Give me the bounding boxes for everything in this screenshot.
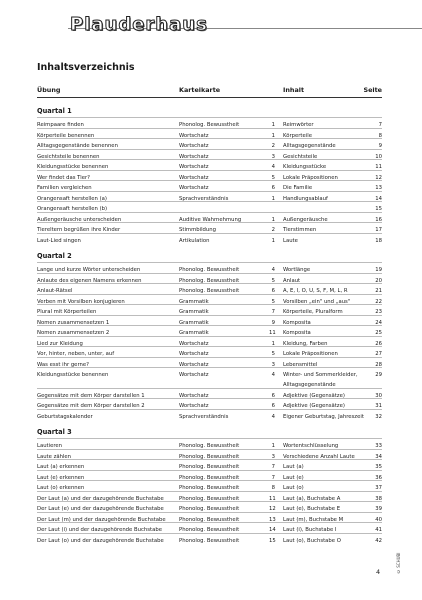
row-inhalt: Handlungsablauf <box>283 195 328 202</box>
row-uebung: Außengeräusche unterscheiden <box>37 216 122 223</box>
row-karteikarte: Wortschatz <box>179 153 209 160</box>
toc-row <box>37 336 382 347</box>
row-karte-nr: 4 <box>271 413 275 420</box>
row-uebung: Verben mit Vorsilben konjugieren <box>37 298 125 305</box>
row-karteikarte: Phonolog. Bewusstheit <box>179 495 240 502</box>
row-seite: 40 <box>375 516 382 523</box>
toc-row <box>37 304 382 315</box>
row-inhalt: Tierstimmen <box>283 227 317 233</box>
row-inhalt: Lokale Präpositionen <box>283 174 338 181</box>
row-karte-nr: 12 <box>269 506 276 512</box>
row-karte-nr: 15 <box>269 537 276 544</box>
row-seite: 9 <box>378 143 382 149</box>
row-inhalt: Lokale Präpositionen <box>283 351 338 357</box>
row-seite: 32 <box>375 413 382 420</box>
row-inhalt: Lebensmittel <box>283 361 318 368</box>
row-karte-nr: 1 <box>271 195 275 202</box>
row-karteikarte: Phonolog. Bewusstheit <box>179 453 240 460</box>
row-karte-nr: 6 <box>271 288 275 294</box>
row-karte-nr: 3 <box>271 361 275 368</box>
toc-row <box>37 449 382 460</box>
row-karte-nr: 3 <box>271 453 275 460</box>
col-inhalt: Inhalt <box>283 86 305 94</box>
row-inhalt: Adjektive (Gegensätze) <box>283 403 345 409</box>
toc-row <box>37 501 382 512</box>
row-seite: 26 <box>375 340 382 347</box>
section-title: Quartal 2 <box>37 252 72 260</box>
toc-row <box>37 159 382 170</box>
toc-row <box>37 480 382 491</box>
toc-row <box>37 283 382 294</box>
row-uebung: Laut (o) erkennen <box>37 485 85 491</box>
row-uebung: Der Laut (m) und der dazugehörende Buchstabe <box>37 516 166 523</box>
row-seite: 24 <box>375 319 382 326</box>
toc-row <box>37 522 382 533</box>
row-karte-nr: 4 <box>271 372 275 378</box>
row-karteikarte: Phonolog. Bewusstheit <box>179 474 240 481</box>
row-uebung: Laut-Lied singen <box>37 237 81 244</box>
toc-row <box>37 512 382 523</box>
row-inhalt: Laut (o), Buchstabe O <box>283 537 341 544</box>
row-inhalt: Vorsilben „ein" und „aus" <box>283 298 351 305</box>
section <box>37 249 382 419</box>
toc-row <box>37 459 382 470</box>
row-seite: 22 <box>375 298 382 305</box>
row-karte-nr: 11 <box>269 330 276 336</box>
toc-row <box>37 346 382 357</box>
row-karte-nr: 4 <box>271 267 275 273</box>
row-karteikarte: Grammatik <box>179 330 209 336</box>
section-title: Quartal 3 <box>37 428 72 436</box>
col-karteikarte: Karteikarte <box>179 86 221 94</box>
toc-row <box>37 170 382 181</box>
row-inhalt: Anlaut <box>283 277 301 284</box>
toc-row <box>37 262 382 273</box>
row-seite: 29 <box>375 372 382 378</box>
row-uebung: Vor, hinter, neben, unter, auf <box>37 351 115 357</box>
toc-row <box>37 222 382 233</box>
toc-row <box>37 128 382 139</box>
row-karte-nr: 9 <box>271 319 275 326</box>
row-uebung: Orangensaft herstellen (b) <box>37 206 108 212</box>
row-inhalt: Laut (i), Buchstabe I <box>283 527 337 533</box>
row-karte-nr: 6 <box>271 392 275 399</box>
sections <box>37 104 382 543</box>
row-seite: 30 <box>375 392 382 399</box>
row-seite: 41 <box>375 527 382 533</box>
row-seite: 38 <box>375 495 382 502</box>
row-karteikarte: Wortschatz <box>179 392 209 399</box>
row-inhalt: Körperteile <box>283 132 312 139</box>
row-uebung: Geburtstagskalender <box>37 413 93 420</box>
toc-row <box>37 294 382 305</box>
row-inhalt: Alltagsgegenstände <box>283 143 336 149</box>
logo-text: Plauderhaus <box>70 14 208 35</box>
row-karte-nr: 4 <box>271 164 275 170</box>
row-inhalt: Laut (o) <box>283 485 304 491</box>
row-uebung: Nomen zusammensetzen 1 <box>37 319 110 326</box>
toc-row <box>37 201 382 212</box>
column-headers <box>37 84 382 97</box>
row-karteikarte: Phonolog. Bewusstheit <box>179 288 240 294</box>
toc-row <box>37 367 382 388</box>
row-inhalt: Laut (m), Buchstabe M <box>283 516 344 523</box>
row-karteikarte: Wortschatz <box>179 164 209 170</box>
row-inhalt: Reimwörter <box>283 122 314 128</box>
row-karte-nr: 8 <box>271 485 275 491</box>
row-seite: 28 <box>375 361 382 368</box>
col-seite: Seite <box>363 86 382 94</box>
row-inhalt: Wortentschlüsselung <box>283 443 339 449</box>
row-karteikarte: Phonolog. Bewusstheit <box>179 267 240 273</box>
row-uebung: Tiereltern begrüßen ihre Kinder <box>37 227 121 233</box>
row-uebung: Wer findet das Tier? <box>37 174 90 181</box>
toc-row <box>37 180 382 191</box>
page-header <box>0 0 422 50</box>
row-karteikarte: Wortschatz <box>179 185 209 191</box>
row-seite: 8 <box>378 132 382 139</box>
row-karteikarte: Grammatik <box>179 309 209 315</box>
toc <box>37 62 382 543</box>
row-inhalt: Körperteile, Pluralform <box>283 309 343 315</box>
row-karte-nr: 7 <box>271 474 275 481</box>
row-uebung: Gegensätze mit dem Körper darstellen 1 <box>37 392 145 399</box>
row-uebung: Kleidungsstücke benennen <box>37 164 109 170</box>
row-karte-nr: 1 <box>271 216 275 223</box>
row-karteikarte: Wortschatz <box>179 143 209 149</box>
row-seite: 23 <box>375 309 382 315</box>
row-karteikarte: Auditive Wahrnehmung <box>179 216 242 223</box>
row-inhalt: Außengeräusche <box>283 216 328 223</box>
row-uebung: Laut (e) erkennen <box>37 474 85 481</box>
copyright: © SCHUBI <box>396 552 401 574</box>
row-karte-nr: 2 <box>271 227 275 233</box>
row-uebung: Anlaute des eigenen Namens erkennen <box>37 277 142 284</box>
row-uebung: Plural mit Körperteilen <box>37 309 97 315</box>
row-seite: 34 <box>375 453 382 460</box>
row-karteikarte: Wortschatz <box>179 351 209 357</box>
row-karte-nr: 5 <box>271 351 275 357</box>
row-inhalt: Kleidung, Farben <box>283 340 328 347</box>
row-inhalt: Wortlänge <box>283 267 311 273</box>
toc-row <box>37 325 382 336</box>
row-karte-nr: 13 <box>269 516 276 523</box>
row-karteikarte: Phonolog. Bewusstheit <box>179 443 240 449</box>
row-seite: 10 <box>375 153 382 160</box>
row-uebung: Nomen zusammensetzen 2 <box>37 330 110 336</box>
row-karte-nr: 1 <box>271 237 275 244</box>
row-seite: 14 <box>375 195 382 202</box>
row-seite: 11 <box>375 164 382 170</box>
row-seite: 42 <box>375 537 382 544</box>
row-karteikarte: Wortschatz <box>179 372 209 378</box>
row-karte-nr: 1 <box>271 340 275 347</box>
row-seite: 20 <box>375 277 382 284</box>
row-inhalt: Komposita <box>283 319 311 326</box>
row-karte-nr: 3 <box>271 153 275 160</box>
row-karteikarte: Phonolog. Bewusstheit <box>179 122 240 128</box>
row-uebung: Laut (a) erkennen <box>37 464 85 470</box>
row-seite: 19 <box>375 267 382 273</box>
row-inhalt: Winter- und Sommerkleider, Alltagsgegenstände <box>283 372 358 388</box>
row-inhalt: Laut (a) <box>283 464 304 470</box>
row-karteikarte: Wortschatz <box>179 361 209 368</box>
row-uebung: Der Laut (o) und der dazugehörende Buchstabe <box>37 537 164 544</box>
header-divider <box>37 97 382 98</box>
row-karteikarte: Phonolog. Bewusstheit <box>179 506 240 512</box>
page-number: 4 <box>376 568 381 576</box>
row-seite: 18 <box>375 237 382 244</box>
row-inhalt: Laut (e), Buchstabe E <box>283 506 341 512</box>
row-seite: 21 <box>375 288 382 294</box>
row-karte-nr: 6 <box>271 185 275 191</box>
row-uebung: Lange und kurze Wörter unterscheiden <box>37 267 141 273</box>
row-inhalt: Adjektive (Gegensätze) <box>283 392 345 399</box>
row-uebung: Der Laut (e) und der dazugehörende Buchstabe <box>37 506 164 512</box>
row-uebung: Was esst ihr gerne? <box>37 361 89 368</box>
row-inhalt: Eigener Geburtstag, Jahreszeit <box>283 413 364 420</box>
row-karte-nr: 1 <box>271 122 275 128</box>
row-uebung: Körperteile benennen <box>37 132 95 139</box>
row-uebung: Familien vergleichen <box>37 185 92 191</box>
row-uebung: Laute zählen <box>37 453 72 460</box>
row-karteikarte: Phonolog. Bewusstheit <box>179 485 240 491</box>
row-karteikarte: Phonolog. Bewusstheit <box>179 516 240 523</box>
toc-row <box>37 357 382 368</box>
row-seite: 25 <box>375 330 382 336</box>
row-uebung: Der Laut (a) und der dazugehörende Buchstabe <box>37 495 164 502</box>
row-seite: 16 <box>375 216 382 223</box>
row-karteikarte: Phonolog. Bewusstheit <box>179 277 240 284</box>
section-title: Quartal 1 <box>37 107 72 115</box>
row-inhalt: Laut (e) <box>283 474 304 481</box>
row-uebung: Orangensaft herstellen (a) <box>37 195 107 202</box>
row-karteikarte: Wortschatz <box>179 174 209 181</box>
section <box>37 104 382 243</box>
plauderhaus-logo <box>70 14 208 48</box>
row-karteikarte: Sprachverständnis <box>179 413 229 420</box>
row-uebung: Lautieren <box>37 443 63 449</box>
toc-row <box>37 149 382 160</box>
row-inhalt: Komposita <box>283 330 311 336</box>
row-karte-nr: 6 <box>271 403 275 409</box>
page-title: Inhaltsverzeichnis <box>37 62 135 73</box>
toc-row <box>37 233 382 244</box>
toc-row <box>37 315 382 326</box>
row-uebung: Gesichtsteile benennen <box>37 153 100 160</box>
row-inhalt: Die Familie <box>283 185 313 191</box>
toc-row <box>37 273 382 284</box>
row-seite: 37 <box>375 485 382 491</box>
row-seite: 13 <box>375 185 382 191</box>
row-karteikarte: Stimmbildung <box>179 227 216 233</box>
row-karteikarte: Wortschatz <box>179 403 209 409</box>
row-inhalt: Laute <box>283 237 298 244</box>
row-karteikarte: Phonolog. Bewusstheit <box>179 464 240 470</box>
section <box>37 425 382 543</box>
toc-row <box>37 470 382 481</box>
row-karteikarte: Wortschatz <box>179 340 209 347</box>
row-seite: 27 <box>375 351 382 357</box>
toc-row <box>37 388 382 399</box>
row-uebung: Anlaut-Rätsel <box>37 288 73 294</box>
toc-row <box>37 438 382 449</box>
row-uebung: Der Laut (i) und der dazugehörende Buchstabe <box>37 527 162 533</box>
row-karte-nr: 2 <box>271 143 275 149</box>
row-uebung: Kleidungsstücke benennen <box>37 372 109 378</box>
row-seite: 12 <box>375 174 382 181</box>
row-karteikarte: Artikulation <box>179 237 210 244</box>
row-karte-nr: 1 <box>271 443 275 449</box>
row-seite: 15 <box>375 206 382 212</box>
col-uebung: Übung <box>37 86 61 94</box>
toc-row <box>37 398 382 409</box>
row-inhalt: Kleidungsstücke <box>283 164 327 170</box>
row-inhalt: Gesichtsteile <box>283 153 318 160</box>
row-karteikarte: Wortschatz <box>179 132 209 139</box>
row-seite: 31 <box>375 403 382 409</box>
row-karte-nr: 7 <box>271 464 275 470</box>
row-karte-nr: 14 <box>269 527 276 533</box>
row-karte-nr: 5 <box>271 298 275 305</box>
toc-row <box>37 212 382 223</box>
row-inhalt: Verschiedene Anzahl Laute <box>283 453 355 460</box>
toc-row <box>37 138 382 149</box>
row-seite: 36 <box>375 474 382 481</box>
row-uebung: Reimpaare finden <box>37 122 84 128</box>
toc-row <box>37 491 382 502</box>
row-seite: 7 <box>378 122 382 128</box>
toc-row <box>37 409 382 420</box>
row-seite: 39 <box>375 506 382 512</box>
toc-row <box>37 117 382 128</box>
row-seite: 33 <box>375 443 382 449</box>
row-uebung: Lied zur Kleidung <box>37 340 83 347</box>
row-karteikarte: Sprachverständnis <box>179 195 229 202</box>
row-uebung: Gegensätze mit dem Körper darstellen 2 <box>37 403 145 409</box>
row-inhalt: Laut (a), Buchstabe A <box>283 495 341 502</box>
toc-row <box>37 191 382 202</box>
row-seite: 35 <box>375 464 382 470</box>
row-inhalt: A, E, I, O, U, S, F, M, L, R <box>283 288 348 294</box>
row-seite: 17 <box>375 227 382 233</box>
row-karte-nr: 7 <box>271 309 275 315</box>
row-karte-nr: 11 <box>269 495 276 502</box>
row-karte-nr: 5 <box>271 174 275 181</box>
row-karte-nr: 5 <box>271 277 275 284</box>
row-karteikarte: Grammatik <box>179 298 209 305</box>
row-uebung: Alltagsgegenstände benennen <box>37 143 118 149</box>
row-karte-nr: 1 <box>271 132 275 139</box>
row-karteikarte: Phonolog. Bewusstheit <box>179 537 240 544</box>
row-karteikarte: Phonolog. Bewusstheit <box>179 527 240 533</box>
row-karteikarte: Grammatik <box>179 319 209 326</box>
toc-row <box>37 533 382 544</box>
